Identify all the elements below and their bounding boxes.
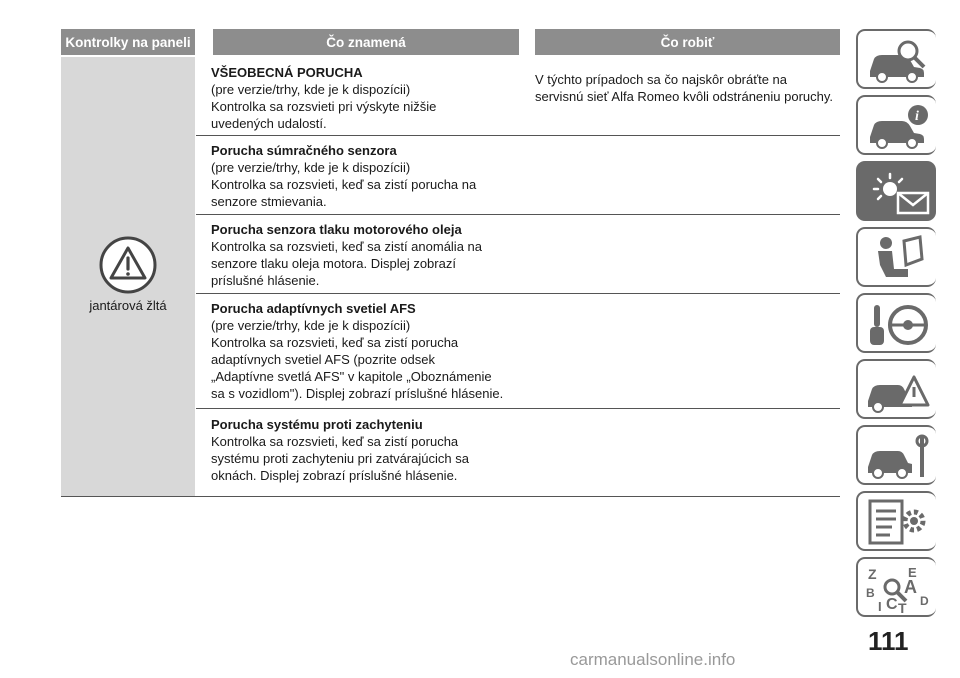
row-line: (pre verzie/trhy, kde je k dispozícii): [211, 160, 411, 175]
car-maintenance-icon: [864, 433, 934, 481]
row-title: Porucha senzora tlaku motorového oleja: [211, 222, 462, 237]
watermark: carmanualsonline.info: [570, 650, 736, 669]
row-line: uvedených udalostí.: [211, 116, 327, 131]
table-bottom-rule: [61, 496, 840, 497]
row-title: VŠEOBECNÁ PORUCHA: [211, 65, 363, 80]
header-col-action: [535, 29, 840, 55]
table-row: [196, 136, 840, 215]
svg-text:Z: Z: [868, 566, 877, 582]
row-line: Kontrolka sa rozsvieti, keď sa zistí anomália na: [211, 239, 483, 254]
header-col-indicators: [61, 29, 195, 55]
tab-starting-driving[interactable]: [856, 293, 936, 353]
svg-text:E: E: [908, 565, 917, 580]
row-meaning: [211, 221, 519, 289]
row-line: (pre verzie/trhy, kde je k dispozícii): [211, 82, 411, 97]
car-search-icon: [864, 37, 934, 85]
svg-text:i: i: [915, 109, 919, 124]
warning-triangle-icon: [96, 236, 160, 294]
header-label-meaning: Čo znamená: [326, 34, 406, 50]
svg-text:C: C: [886, 596, 898, 613]
svg-text:T: T: [898, 600, 907, 613]
specs-gear-icon: [864, 499, 934, 547]
table-row: [196, 294, 840, 409]
tab-dashboard-info[interactable]: [856, 95, 936, 155]
key-steering-wheel-icon: [864, 301, 934, 349]
header-label-action: Čo robiť: [660, 34, 715, 50]
header-label-indicators: Kontrolky na paneli: [65, 34, 191, 50]
row-title: Porucha systému proti zachyteniu: [211, 417, 423, 432]
indicator-color-label: jantárová žltá: [89, 298, 167, 313]
row-line: senzore stmievania.: [211, 194, 327, 209]
row-line: systému proti zachyteniu pri zatvárajúcich sa: [211, 451, 469, 466]
row-title: Porucha adaptívnych svetiel AFS: [211, 301, 416, 316]
header-col-meaning: [213, 29, 519, 55]
row-meaning: [211, 416, 519, 484]
tab-servicing[interactable]: [856, 425, 936, 485]
tab-getting-to-know-car[interactable]: [856, 29, 936, 89]
row-line: Kontrolka sa rozsvieti, keď sa zistí porucha: [211, 335, 459, 350]
airbag-seat-icon: [864, 235, 934, 283]
table-row: [196, 409, 840, 495]
row-line: príslušné hlásenie.: [211, 273, 320, 288]
svg-text:D: D: [920, 594, 929, 608]
table-row: [196, 215, 840, 294]
row-meaning: [211, 300, 541, 402]
svg-text:I: I: [878, 599, 882, 613]
row-line: senzore tlaku oleja motora. Displej zobrazí: [211, 256, 456, 271]
row-line: Kontrolka sa rozsvieti pri výskyte nižšie: [211, 99, 437, 114]
page-number: 111: [868, 626, 909, 656]
row-meaning: [211, 142, 519, 210]
car-info-icon: [864, 103, 934, 151]
svg-text:A: A: [904, 577, 917, 597]
tab-safety[interactable]: [856, 227, 936, 287]
row-line: oknách. Displej zobrazí príslušné hlásenie.: [211, 468, 458, 483]
action-text: V týchto prípadoch sa čo najskôr obráťte na servisnú sieť Alfa Romeo kvôli odstráneniu poruchy.: [535, 72, 834, 104]
row-meaning: [211, 64, 519, 132]
row-title: Porucha súmračného senzora: [211, 143, 397, 158]
row-line: (pre verzie/trhy, kde je k dispozícii): [211, 318, 411, 333]
car-breakdown-icon: [864, 367, 934, 415]
svg-text:B: B: [866, 586, 875, 600]
tab-warning-lights[interactable]: [856, 161, 936, 221]
tab-index[interactable]: [856, 557, 936, 617]
tab-technical-data[interactable]: [856, 491, 936, 551]
tab-emergency[interactable]: [856, 359, 936, 419]
alphabetical-index-icon: [864, 565, 934, 613]
row-line: adaptívnych svetiel AFS (pozrite odsek: [211, 352, 436, 367]
row-line: Kontrolka sa rozsvieti, keď sa zistí porucha: [211, 434, 459, 449]
row-line: Kontrolka sa rozsvieti, keď sa zistí porucha na: [211, 177, 477, 192]
row-line: sa s vozidlom"). Displej zobrazí príslušné hlásenie.: [211, 386, 504, 401]
row-line: „Adaptívne svetlá AFS" v kapitole „Oboznámenie: [211, 369, 492, 384]
warning-light-message-icon: [864, 169, 934, 217]
